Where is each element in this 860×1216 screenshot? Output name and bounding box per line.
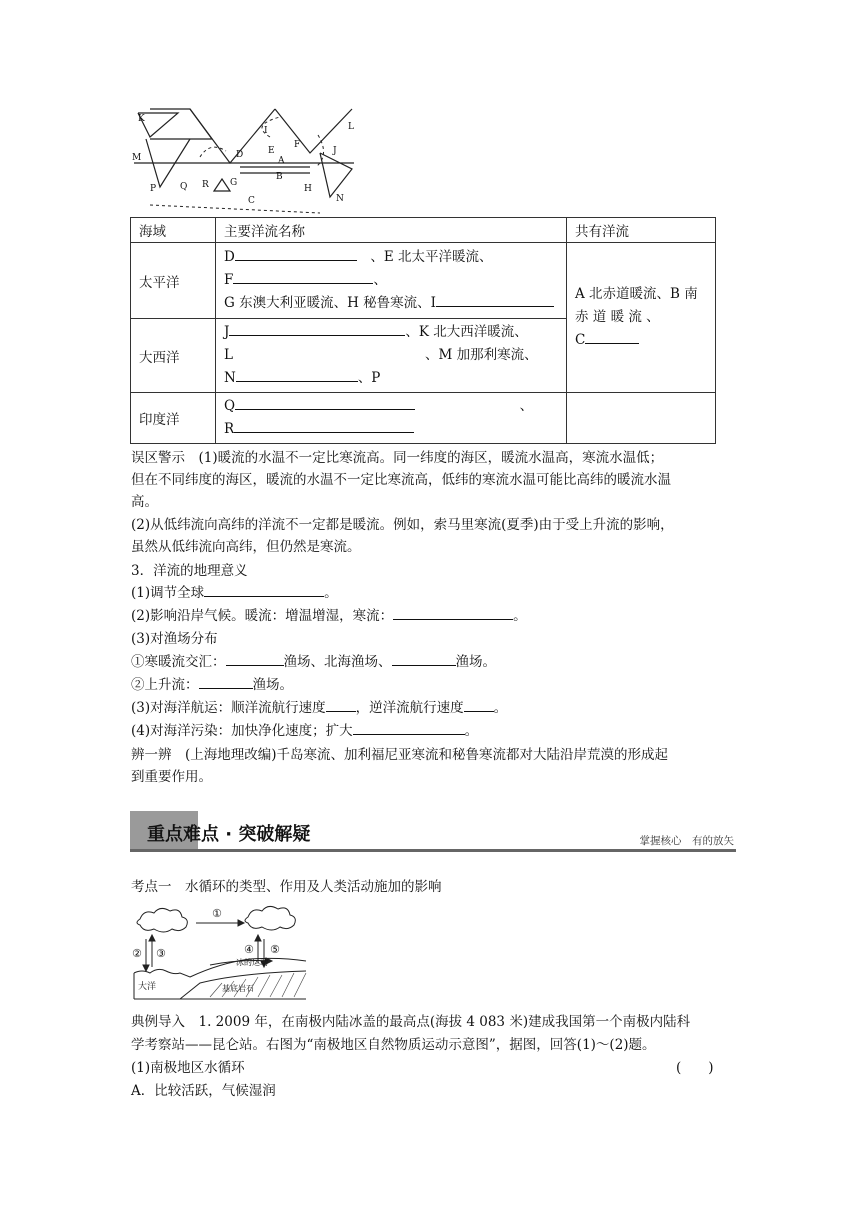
- map-label: I: [264, 126, 268, 136]
- example-line-1: 典例导入 1. 2009 年，在南极内陆冰盖的最高点(海拔 4 083 米)建成我国第一个南极内陆科: [131, 1014, 691, 1030]
- diagram-label: ③: [156, 947, 166, 960]
- diagram-label: ⑤: [270, 943, 280, 956]
- sea-pacific: 太平洋: [131, 243, 216, 319]
- diagram-label: 大洋: [138, 982, 157, 992]
- header-sea: 海域: [131, 218, 216, 243]
- map-label: L: [348, 122, 354, 132]
- diagram-label: ②: [132, 947, 142, 960]
- header-currents: 主要洋流名称: [216, 218, 567, 243]
- diagram-label: ④: [244, 943, 254, 956]
- bianyibian-line-1: 辨一辨 (上海地理改编)千岛寒流、加利福尼亚寒流和秘鲁寒流都对大陆沿岸荒漠的形成起: [131, 747, 669, 763]
- warning-line-5: 虽然从低纬流向高纬，但仍然是寒流。: [131, 539, 361, 555]
- shared-currents: A 北赤道暖流、B 南 赤 道 暖 流 、 C: [567, 243, 716, 393]
- kaodian-title: 考点一 水循环的类型、作用及人类活动施加的影响: [131, 879, 442, 895]
- map-label: N: [336, 194, 344, 204]
- map-label: A: [278, 156, 285, 166]
- item-3-5: (4)对海洋污染：加快净化速度；扩大 。: [131, 720, 478, 742]
- bianyibian-line-2: 到重要作用。: [131, 769, 212, 785]
- map-label: M: [132, 153, 142, 163]
- banner-rule: [130, 849, 736, 852]
- item-3-3b: ②上升流： 渔场。: [131, 674, 293, 696]
- section-3-title: 3．洋流的地理意义: [131, 563, 248, 579]
- map-label: E: [268, 146, 275, 156]
- map-label: J: [333, 146, 337, 156]
- warning-line-1: 误区警示 (1)暖流的水温不一定比寒流高。同一纬度的海区，暖流水温高，寒流水温低；: [131, 450, 664, 466]
- map-label: K: [138, 114, 145, 124]
- item-3-3a: ①寒暖流交汇： 渔场、北海渔场、 渔场。: [131, 651, 496, 673]
- map-label: C: [248, 196, 255, 206]
- option-a: A．比较活跃，气候湿润: [131, 1083, 276, 1099]
- atlantic-currents: J 、K 北大西洋暖流、 L 、M 加那利寒流、 N 、P: [216, 319, 567, 393]
- section-banner: [130, 811, 736, 853]
- example-question-1: (1)南极地区水循环: [131, 1060, 245, 1076]
- warning-line-3: 高。: [131, 494, 158, 510]
- map-label: H: [304, 184, 312, 194]
- item-3-2: (2)影响沿岸气候。暖流：增温增湿，寒流： 。: [131, 605, 527, 627]
- header-shared: 共有洋流: [567, 218, 716, 243]
- sea-atlantic: 大西洋: [131, 319, 216, 393]
- warning-line-4: (2)从低纬流向高纬的洋流不一定都是暖流。例如，索马里寒流(夏季)由于受上升流的影响，: [131, 517, 674, 533]
- map-label: P: [150, 184, 157, 194]
- warning-line-2: 但在不同纬度的海区，暖流的水温不一定比寒流高，低纬的寒流水温可能比高纬的暖流水温: [131, 472, 671, 488]
- item-3-4: (3)对海洋航运：顺洋流航行速度 ，逆洋流航行速度 。: [131, 697, 507, 719]
- map-label: Q: [180, 182, 188, 192]
- pacific-currents: D 、E 北太平洋暖流、 F 、 G 东澳大利亚暖流、H 秘鲁寒流、I: [216, 243, 567, 319]
- ocean-current-table: [130, 217, 716, 444]
- diagram-label: 冰的运动: [236, 958, 268, 967]
- map-label: G: [230, 178, 238, 188]
- indian-currents: Q 、 R: [216, 393, 567, 444]
- item-3-1: (1)调节全球 。: [131, 582, 338, 604]
- answer-bracket: ( ): [676, 1060, 714, 1076]
- example-line-2: 学考察站——昆仑站。右图为“南极地区自然物质运动示意图”，据图，回答(1)～(2)题。: [131, 1037, 656, 1053]
- map-label: B: [276, 172, 283, 182]
- map-label: D: [236, 150, 244, 160]
- item-3-3: (3)对渔场分布: [131, 631, 218, 647]
- map-label: R: [202, 180, 209, 190]
- banner-tagline: 掌握核心 有的放矢: [639, 835, 734, 847]
- ocean-current-map: [130, 105, 360, 215]
- antarctic-cycle-diagram: [130, 905, 310, 1001]
- banner-title: 重点难点 · 突破解疑: [147, 824, 311, 845]
- diagram-label: ①: [212, 907, 222, 920]
- map-label: F: [294, 140, 301, 150]
- sea-indian: 印度洋: [131, 393, 216, 444]
- diagram-label: 基底岩石: [222, 984, 254, 993]
